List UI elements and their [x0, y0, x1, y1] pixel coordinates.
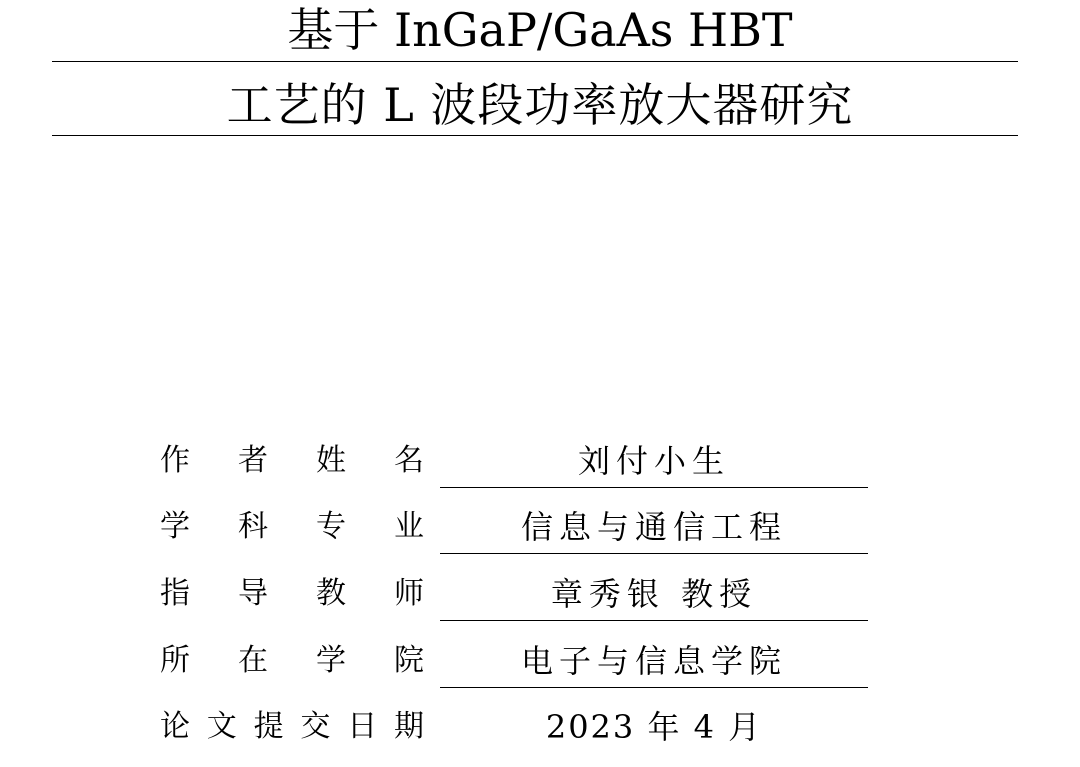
info-value-author: 刘付小生	[577, 442, 730, 480]
title-divider-2	[52, 135, 1018, 136]
label-char: 学	[316, 643, 346, 678]
label-char: 业	[394, 509, 424, 544]
label-char: 导	[238, 576, 268, 611]
info-row-supervisor	[0, 574, 1080, 634]
label-char: 者	[238, 443, 268, 478]
info-underline-school	[440, 687, 868, 688]
info-value-supervisor: 章秀银 教授	[550, 575, 758, 613]
thesis-title-line-1: 基于 InGaP/GaAs HBT	[287, 3, 793, 57]
label-char: 学	[160, 509, 190, 544]
info-label-major	[160, 507, 424, 547]
label-char: 交	[300, 709, 331, 744]
info-value-school: 电子与信息学院	[520, 642, 787, 680]
label-char: 所	[160, 643, 190, 678]
info-label-supervisor	[160, 574, 424, 614]
label-char: 师	[394, 576, 424, 611]
label-char: 作	[160, 443, 190, 478]
label-char: 期	[393, 709, 424, 744]
label-char: 科	[238, 509, 268, 544]
thesis-title-line-2: 工艺的 L 波段功率放大器研究	[226, 78, 854, 132]
label-char: 论	[160, 709, 190, 744]
label-char: 在	[238, 643, 268, 678]
info-value-date: 2023 年 4 月	[545, 708, 763, 746]
info-label-school	[160, 641, 424, 681]
label-char: 日	[347, 709, 378, 744]
label-char: 提	[253, 709, 284, 744]
label-char: 院	[394, 643, 424, 678]
info-row-major	[0, 507, 1080, 567]
label-char: 教	[316, 576, 346, 611]
info-label-author	[160, 441, 424, 481]
label-char: 专	[316, 509, 346, 544]
info-underline-major	[440, 553, 868, 554]
label-char: 文	[206, 709, 237, 744]
title-divider-1	[52, 61, 1018, 62]
label-char: 姓	[316, 443, 346, 478]
info-row-school	[0, 641, 1080, 701]
info-underline-author	[440, 487, 868, 488]
label-char: 名	[394, 443, 424, 478]
label-char: 指	[160, 576, 190, 611]
info-value-major: 信息与通信工程	[520, 508, 787, 546]
info-label-date	[160, 707, 424, 747]
info-underline-supervisor	[440, 620, 868, 621]
info-row-date	[0, 707, 1080, 767]
info-row-author	[0, 441, 1080, 501]
